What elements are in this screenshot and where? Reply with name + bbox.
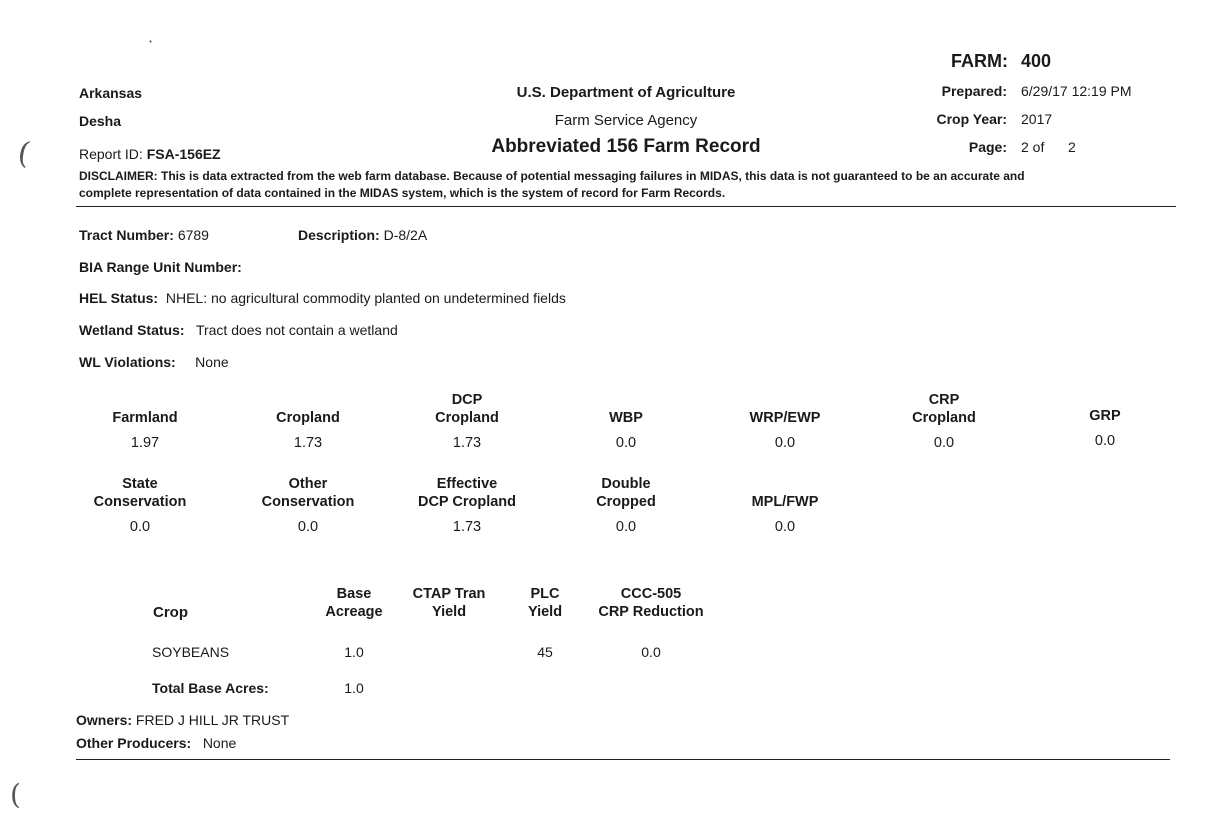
crop-year-label: Crop Year: xyxy=(936,111,1007,127)
crop-col-header-line-2: Yield xyxy=(527,604,563,620)
county-name: Desha xyxy=(79,113,122,129)
disclaimer-line-2: complete representation of data contained in the MIDAS system, which is the system of record for Farm Records. xyxy=(79,186,726,200)
land-cell-other-conservation xyxy=(243,475,373,535)
crop-col-header-line-2: CRP Reduction xyxy=(598,604,704,620)
crop-col-header-line-1: Base xyxy=(336,586,372,602)
land-cell-label-1 xyxy=(720,391,850,409)
other-producers-value: None xyxy=(202,735,237,751)
land-cell-label-2: Cropped xyxy=(596,494,656,510)
prepared-value: 6/29/17 12:19 PM xyxy=(1021,83,1132,99)
land-cell-mpl-fwp xyxy=(720,475,850,535)
crop-row-base-acreage: 1.0 xyxy=(344,644,364,660)
land-cell-value: 1.73 xyxy=(452,519,482,535)
tract-description xyxy=(298,227,427,243)
land-cell-label-2: Farmland xyxy=(112,410,178,426)
land-cell-label-2: Conservation xyxy=(93,494,187,510)
land-cell-label-1 xyxy=(243,391,373,409)
crop-col-header-plc-yield xyxy=(505,585,585,621)
owners xyxy=(76,712,289,728)
land-cell-crp-cropland xyxy=(879,391,1009,451)
report-id-value: FSA-156EZ xyxy=(146,146,221,162)
land-cell-value: 0.0 xyxy=(615,435,637,451)
wl-violations-label: WL Violations: xyxy=(79,354,176,370)
land-cell-label-1 xyxy=(1040,389,1170,407)
other-producers-label: Other Producers: xyxy=(76,735,192,751)
state-name: Arkansas xyxy=(79,85,143,101)
land-cell-double-cropped xyxy=(561,475,691,535)
land-cell-label-1: Other xyxy=(288,476,328,492)
land-cell-label-1: CRP xyxy=(928,392,960,408)
land-cell-label-1: DCP xyxy=(451,392,483,408)
agency-name: Farm Service Agency xyxy=(554,112,698,129)
land-cell-label-2: DCP Cropland xyxy=(417,494,517,510)
hel-status xyxy=(79,290,566,306)
crop-col-header-line-1: PLC xyxy=(530,586,560,602)
wl-violations xyxy=(79,354,229,370)
land-cell-wbp xyxy=(561,391,691,451)
land-cell-value: 1.73 xyxy=(452,435,482,451)
crop-col-header-line-2: Yield xyxy=(431,604,467,620)
farm-label: FARM: xyxy=(951,51,1008,71)
land-cell-label-2: WBP xyxy=(609,410,643,426)
crop-col-header-line-1: CTAP Tran xyxy=(412,586,486,602)
hel-status-label: HEL Status: xyxy=(79,290,159,306)
crop-row-plc-yield: 45 xyxy=(537,644,553,660)
land-cell-value: 1.97 xyxy=(130,435,160,451)
land-cell-label-1 xyxy=(80,391,210,409)
page-label: Page: xyxy=(968,139,1007,155)
hel-status-value: NHEL: no agricultural commodity planted on undetermined fields xyxy=(165,290,566,306)
total-base-acres-label: Total Base Acres: xyxy=(152,680,269,696)
tract-number-label: Tract Number: xyxy=(79,227,174,243)
tract-number-value: 6789 xyxy=(177,227,209,243)
tract-number xyxy=(79,227,209,243)
land-cell-label-2: Cropland xyxy=(276,410,340,426)
crop-col-header-line-2: Acreage xyxy=(325,604,383,620)
crop-col-header-crop: Crop xyxy=(153,604,188,621)
scan-bracket-mark: ( xyxy=(15,135,33,172)
report-id-label: Report ID: xyxy=(79,146,143,162)
land-cell-cropland xyxy=(243,391,373,451)
divider-bottom xyxy=(76,759,1170,760)
land-cell-effective-dcp-cropland xyxy=(402,475,532,535)
crop-col-header-ccc-505 xyxy=(586,585,716,621)
disclaimer-line-1: DISCLAIMER: This is data extracted from the web farm database. Because of potential messaging failures in MIDAS, this data is not guaranteed to be an accurate and xyxy=(79,169,1025,183)
land-cell-value: 0.0 xyxy=(1094,433,1116,449)
crop-col-header-ctap-yield xyxy=(399,585,499,621)
crop-row-crop: SOYBEANS xyxy=(152,644,230,660)
wetland-status xyxy=(79,322,398,338)
wl-violations-value: None xyxy=(195,354,229,370)
agency-department: U.S. Department of Agriculture xyxy=(516,84,736,101)
page-value: 2 of xyxy=(1021,139,1045,155)
crop-col-header-base-acreage xyxy=(304,585,404,621)
land-cell-value: 0.0 xyxy=(774,519,796,535)
land-cell-dcp-cropland xyxy=(402,391,532,451)
owners-label: Owners: xyxy=(76,712,133,728)
land-cell-grp xyxy=(1040,389,1170,449)
land-cell-label-1: Effective xyxy=(436,476,498,492)
wetland-status-label: Wetland Status: xyxy=(79,322,185,338)
land-cell-state-conservation xyxy=(75,475,205,535)
farm-number: 400 xyxy=(1021,51,1052,71)
crop-row-crp-reduction: 0.0 xyxy=(641,644,661,660)
land-cell-label-2: GRP xyxy=(1089,408,1121,424)
land-cell-farmland xyxy=(80,391,210,451)
land-cell-value: 0.0 xyxy=(129,519,151,535)
report-id xyxy=(79,146,221,162)
page-total: 2 xyxy=(1068,139,1076,155)
land-cell-label-2: Conservation xyxy=(261,494,355,510)
bia-range-unit-label: BIA Range Unit Number: xyxy=(79,259,242,275)
land-cell-wrp-ewp xyxy=(720,391,850,451)
land-cell-value: 1.73 xyxy=(293,435,323,451)
owners-value: FRED J HILL JR TRUST xyxy=(135,712,290,728)
other-producers xyxy=(76,735,236,751)
land-cell-label-2: MPL/FWP xyxy=(751,494,819,510)
total-base-acres-value: 1.0 xyxy=(344,680,364,696)
crop-col-header-line-1: CCC-505 xyxy=(620,586,682,602)
land-cell-label-1: State xyxy=(122,476,158,492)
land-cell-value: 0.0 xyxy=(615,519,637,535)
land-cell-value: 0.0 xyxy=(774,435,796,451)
land-cell-label-1: Double xyxy=(601,476,651,492)
land-cell-label-2: WRP/EWP xyxy=(749,410,821,426)
land-cell-label-1 xyxy=(720,475,850,493)
scan-bracket-mark: ( xyxy=(10,778,21,811)
crop-year-value: 2017 xyxy=(1021,111,1053,127)
land-cell-label-1 xyxy=(561,391,691,409)
land-cell-value: 0.0 xyxy=(297,519,319,535)
description-value: D-8/2A xyxy=(383,227,428,243)
land-cell-label-2: Cropland xyxy=(912,410,976,426)
wetland-status-value: Tract does not contain a wetland xyxy=(195,322,398,338)
scan-speck: · xyxy=(148,32,154,51)
land-cell-label-2: Cropland xyxy=(435,410,499,426)
description-label: Description: xyxy=(298,227,380,243)
prepared-label: Prepared: xyxy=(941,83,1007,99)
divider-top xyxy=(76,206,1176,207)
land-cell-value: 0.0 xyxy=(933,435,955,451)
report-title: Abbreviated 156 Farm Record xyxy=(491,136,761,157)
